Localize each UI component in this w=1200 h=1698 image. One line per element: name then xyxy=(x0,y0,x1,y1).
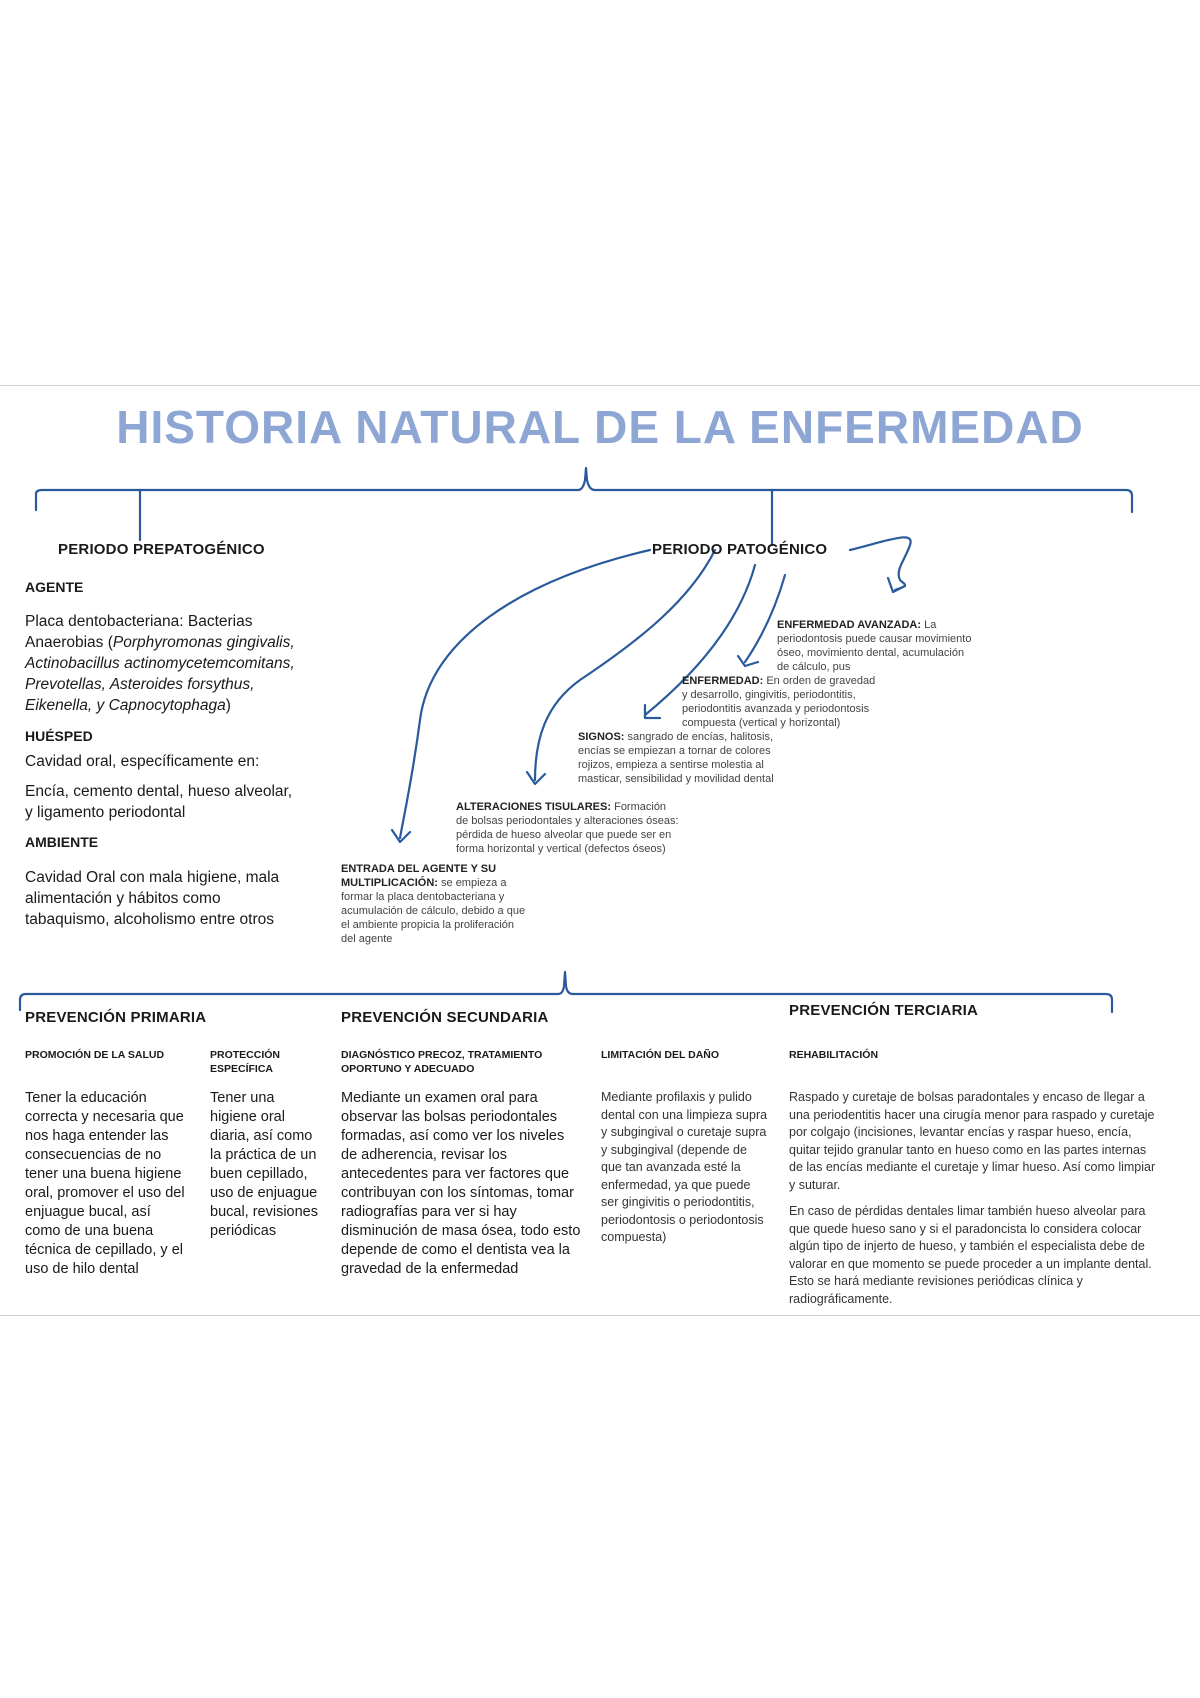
top-brace xyxy=(36,468,1132,512)
text-ambiente-3: tabaquismo, alcoholismo entre otros xyxy=(25,911,274,928)
label-proteccion: PROTECCIÓN ESPECÍFICA xyxy=(210,1049,281,1075)
agente-line-italic: Prevotellas, Asteroides forsythus, xyxy=(25,676,255,693)
text-huesped-1: Cavidad oral, específicamente en: xyxy=(25,753,260,770)
stage-text: La periodontosis puede causar movimiento óseo, movimiento dental, acumulación de cálculo, pus xyxy=(777,619,972,673)
stage-signos xyxy=(578,730,803,786)
stage-label: ENFERMEDAD: xyxy=(682,675,764,687)
heading-prevencion-secundaria: PREVENCIÓN SECUNDARIA xyxy=(341,1009,549,1026)
text-huesped-3: y ligamento periodontal xyxy=(25,804,186,821)
text-ambiente-2: alimentación y hábitos como xyxy=(25,890,221,907)
heading-prevencion-terciaria: PREVENCIÓN TERCIARIA xyxy=(789,1002,979,1019)
text-proteccion: Tener una higiene oral diaria, así como la práctica de un buen cepillado, uso de enjuague bucal, revisiones periódicas xyxy=(210,1090,318,1239)
stage-entrada xyxy=(341,862,531,946)
label-limitacion: LIMITACIÓN DEL DAÑO xyxy=(601,1049,720,1061)
arrow-entrada xyxy=(392,550,650,842)
stage-label: SIGNOS: xyxy=(578,731,625,743)
text-huesped-2: Encía, cemento dental, hueso alveolar, xyxy=(25,783,293,800)
text-limitacion: Mediante profilaxis y pulido dental con una limpieza supra y subgingival o curetaje supra y subgingival (depende de que tan avanzada esté la enfermedad, ya que puede ser gingivitis o periodontitis, periodontosis o periodontosis compuesta) xyxy=(601,1090,768,1244)
label-promocion: PROMOCIÓN DE LA SALUD xyxy=(25,1049,165,1061)
heading-prepatogenico: PERIODO PREPATOGÉNICO xyxy=(58,541,265,558)
stage-enfermedad xyxy=(682,674,882,730)
stage-label: ALTERACIONES TISULARES: xyxy=(456,801,612,813)
text-promocion: Tener la educación correcta y necesaria que nos haga entender las consecuencias de no tener una buena higiene oral, promover el uso del enjuague bucal, así como de una buena técnica de cepillado, y el uso de hilo dental xyxy=(25,1090,185,1277)
stage-label: ENTRADA DEL AGENTE Y SU MULTIPLICACIÓN: xyxy=(341,863,497,889)
text-rehabilitacion-2: En caso de pérdidas dentales limar también hueso alveolar para que quede hueso sano y si el paradoncista lo considera colocar algún tipo de injerto de hueso, y también el especialista debe de valorar en que momento se puede proceder a un implante dental. Esto se hará mediante revisiones periódicas clínica y radiográficamente. xyxy=(789,1204,1152,1306)
label-agente: AGENTE xyxy=(25,579,84,595)
label-rehabilitacion: REHABILITACIÓN xyxy=(789,1049,879,1061)
label-huesped: HUÉSPED xyxy=(25,728,93,744)
stage-text: En orden de gravedad y desarrollo, gingivitis, periodontitis, periodontitis avanzada y periodontosis compuesta (vertical y horizontal) xyxy=(682,675,876,729)
agente-line: Placa dentobacteriana: Bacterias xyxy=(25,613,253,630)
stage-text: Formación de bolsas periodontales y alteraciones óseas: pérdida de hueso alveolar que puede ser en forma horizontal y vertical (defectos óseos) xyxy=(456,801,679,855)
stage-text: sangrado de encías, halitosis, encías se empiezan a tornar de colores rojizos, empieza a sentirse molestia al masticar, sensibilidad y movilidad dental xyxy=(578,731,774,785)
arrow-avanzada xyxy=(850,537,911,592)
text-rehabilitacion-1: Raspado y curetaje de bolsas paradontales y encaso de llegar a una periodentitis hacer una cirugía menor para raspado y curetaje por colgajo (incisiones, levantar encías y raspar hueso, encía, quitar tejido granular tanto en hueso como en las partes internas de las encías mediante el curetaje y limar hueso. Así como limpiar y suturar. xyxy=(789,1090,1156,1192)
page-title: HISTORIA NATURAL DE LA ENFERMEDAD xyxy=(116,401,1084,453)
text-ambiente-1: Cavidad Oral con mala higiene, mala xyxy=(25,869,280,886)
stage-text: se empieza a formar la placa dentobacteriana y acumulación de cálculo, debido a que el ambiente propicia la proliferación del agente xyxy=(341,877,526,945)
stage-enfermedad-avanzada xyxy=(777,618,977,674)
heading-patogenico: PERIODO PATOGÉNICO xyxy=(652,541,828,558)
agente-line-italic: Actinobacillus actinomycetemcomitans, xyxy=(25,655,295,672)
text-diagnostico: Mediante un examen oral para observar las bolsas periodontales formadas, así como ver los niveles de adherencia, revisar los antecedentes para ver factores que contribuyan con los síntomas, tomar radiografías para ver si hay disminución de masa ósea, todo esto depende de como el dentista vea la gravedad de la enfermedad xyxy=(341,1090,581,1277)
stage-alteraciones xyxy=(456,800,681,856)
agente-line-italic: Porphyromonas gingivalis, xyxy=(112,634,295,651)
heading-prevencion-primaria: PREVENCIÓN PRIMARIA xyxy=(25,1009,207,1026)
stage-label: ENFERMEDAD AVANZADA: xyxy=(777,619,922,631)
text-agente xyxy=(25,611,335,716)
agente-line: Anaerobias ( xyxy=(25,634,113,651)
agente-line: ) xyxy=(225,697,231,714)
agente-line-italic: Eikenella, y Capnocytophaga xyxy=(25,697,226,714)
label-diagnostico: DIAGNÓSTICO PRECOZ, TRATAMIENTO OPORTUNO Y ADECUADO xyxy=(341,1049,543,1075)
label-ambiente: AMBIENTE xyxy=(25,834,99,850)
